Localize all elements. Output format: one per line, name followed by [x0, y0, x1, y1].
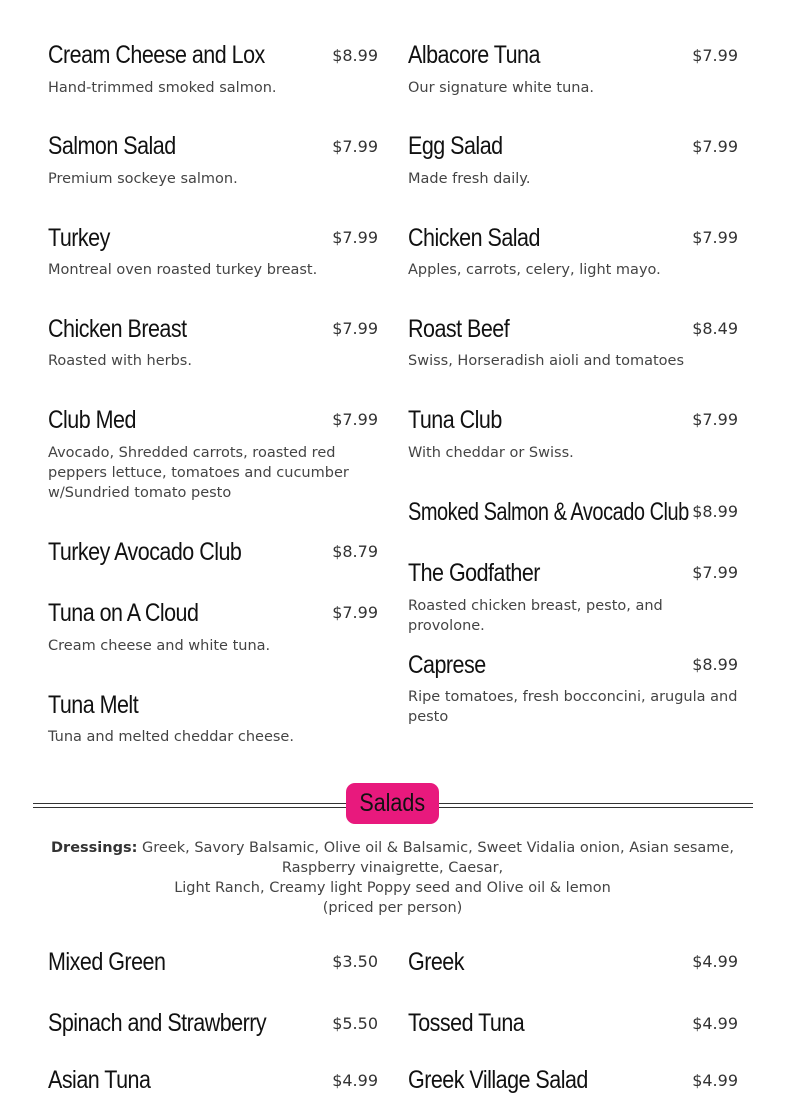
dressings-list-continued: Light Ranch, Creamy light Poppy seed and Olive oil & lemon: [174, 880, 611, 896]
item-price: $4.99: [332, 1071, 378, 1090]
item-name: Egg Salad: [408, 132, 503, 160]
item-name: Roast Beef: [408, 315, 510, 343]
item-name: Tuna on A Cloud: [48, 599, 199, 627]
item-name: Chicken Salad: [408, 224, 540, 252]
item-price: $5.50: [332, 1014, 378, 1033]
item-price: $8.99: [692, 502, 738, 521]
dressings-list: Greek, Savory Balsamic, Olive oil & Balsamic, Sweet Vidalia onion, Asian sesame, Raspberry vinaigrette, Caesar,: [142, 840, 734, 876]
item-description: Made fresh daily.: [408, 171, 531, 187]
item-name: Asian Tuna: [48, 1066, 151, 1094]
item-name: Turkey: [48, 224, 110, 252]
item-name: The Godfather: [408, 559, 540, 587]
item-name: Greek Village Salad: [408, 1066, 588, 1094]
item-price: $7.99: [692, 410, 738, 429]
item-name: Club Med: [48, 406, 136, 434]
item-price: $7.99: [332, 228, 378, 247]
item-price: $8.99: [692, 655, 738, 674]
item-description: Our signature white tuna.: [408, 80, 594, 96]
item-price: $7.99: [692, 563, 738, 582]
item-name: Chicken Breast: [48, 315, 187, 343]
item-price: $7.99: [332, 319, 378, 338]
item-description: Roasted with herbs.: [48, 353, 192, 369]
item-price: $3.50: [332, 952, 378, 971]
item-price: $7.99: [332, 603, 378, 622]
item-name: Smoked Salmon & Avocado Club: [408, 498, 689, 526]
item-name: Greek: [408, 948, 464, 976]
item-name: Tuna Club: [408, 406, 502, 434]
item-description: Avocado, Shredded carrots, roasted red peppers lettuce, tomatoes and cucumber w/Sundried tomato pesto: [48, 445, 349, 501]
item-price: $4.99: [692, 1071, 738, 1090]
item-name: Turkey Avocado Club: [48, 538, 242, 566]
item-price: $7.99: [692, 46, 738, 65]
item-price: $8.49: [692, 319, 738, 338]
item-price: $7.99: [692, 228, 738, 247]
item-price: $4.99: [692, 1014, 738, 1033]
dressings-note: [40, 838, 745, 918]
pricing-note: (priced per person): [322, 900, 463, 916]
item-price: $7.99: [692, 137, 738, 156]
section-title-salads: [346, 783, 439, 824]
item-description: Tuna and melted cheddar cheese.: [48, 729, 294, 745]
item-description: Roasted chicken breast, pesto, and provolone.: [408, 598, 663, 634]
item-name: Caprese: [408, 651, 486, 679]
item-name: Spinach and Strawberry: [48, 1009, 267, 1037]
item-price: $7.99: [332, 410, 378, 429]
item-price: $8.99: [332, 46, 378, 65]
item-price: $7.99: [332, 137, 378, 156]
item-description: Swiss, Horseradish aioli and tomatoes: [408, 353, 685, 369]
item-name: Tuna Melt: [48, 691, 139, 719]
item-description: Montreal oven roasted turkey breast.: [48, 262, 318, 278]
item-price: $8.79: [332, 542, 378, 561]
section-title-label: Salads: [359, 789, 426, 817]
item-description: Cream cheese and white tuna.: [48, 638, 271, 654]
item-description: Ripe tomatoes, fresh bocconcini, arugula and pesto: [408, 689, 738, 725]
dressings-label: Dressings:: [51, 840, 138, 856]
item-description: Apples, carrots, celery, light mayo.: [408, 262, 661, 278]
item-description: Premium sockeye salmon.: [48, 171, 238, 187]
item-description: With cheddar or Swiss.: [408, 445, 574, 461]
item-description: Hand-trimmed smoked salmon.: [48, 80, 277, 96]
item-name: Albacore Tuna: [408, 41, 540, 69]
item-price: $4.99: [692, 952, 738, 971]
item-name: Salmon Salad: [48, 132, 176, 160]
item-name: Cream Cheese and Lox: [48, 41, 265, 69]
item-name: Mixed Green: [48, 948, 166, 976]
top-decoration: [305, 0, 485, 2]
item-name: Tossed Tuna: [408, 1009, 525, 1037]
